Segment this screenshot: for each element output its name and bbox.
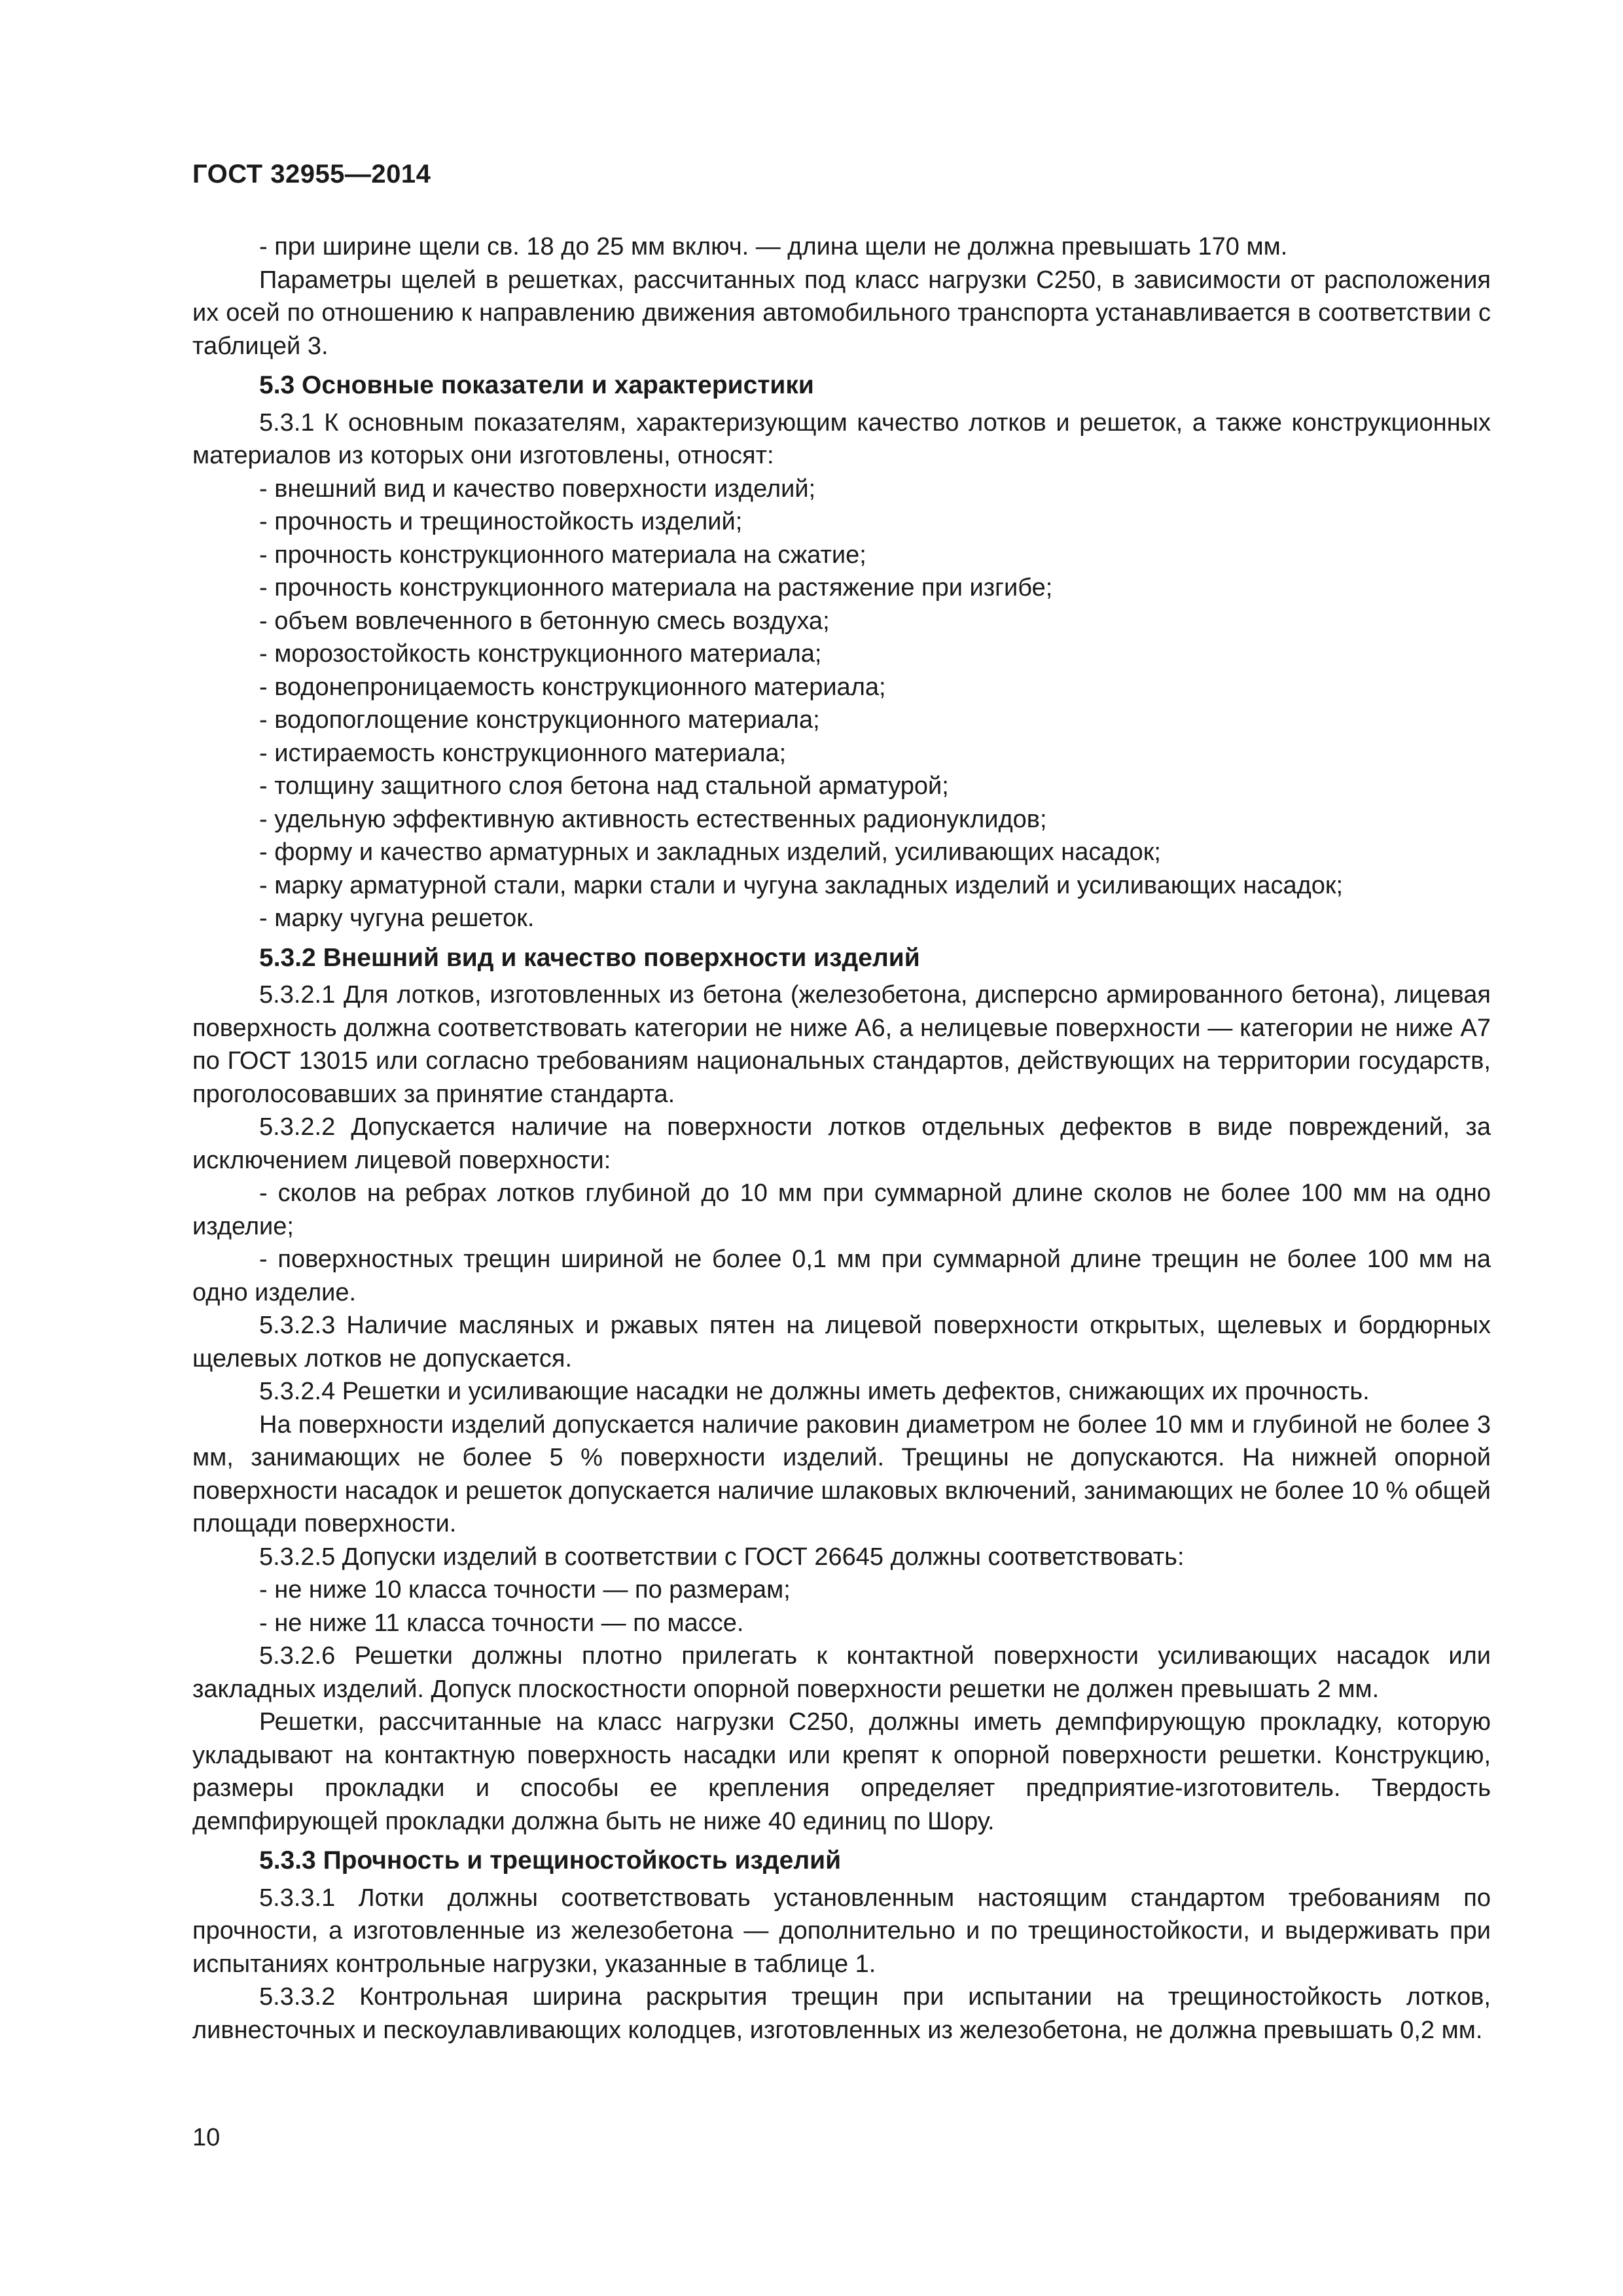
list-item: - марку чугуна решеток. — [259, 905, 535, 932]
section-heading: 5.3.3 Прочность и трещиностойкость изделий — [259, 1846, 842, 1874]
list-item: - объем вовлеченного в бетонную смесь воздуха; — [259, 607, 830, 635]
paragraph: На поверхности изделий допускается наличие раковин диаметром не более 10 мм и глубиной не более 3 мм, занимающих не более 5 % поверхности изделий. Трещины не допускаются. На нижней опорной поверхности насадок и решеток допускается наличие шлаковых включений, занимающих не более 10 % общей площади поверхности. — [192, 1410, 1491, 1537]
paragraph: - сколов на ребрах лотков глубиной до 10 мм при суммарной длине сколов не более 100 мм на одно изделие; — [192, 1179, 1491, 1240]
paragraph: 5.3.2.1 Для лотков, изготовленных из бетона (железобетона, дисперсно армированного бетона), лицевая поверхность должна соответствовать категории не ниже А6, а нелицевые поверхности — категории не ниже А7 по ГОСТ 13015 или согласно требованиям национальных стандартов, действующих на территории государств, проголосовавших за принятие стандарта. — [192, 981, 1491, 1108]
paragraph: 5.3.2.6 Решетки должны плотно прилегать к контактной поверхности усиливающих насадок или закладных изделий. Допуск плоскостности опорной поверхности решетки не должен превышать 2 мм. — [192, 1642, 1491, 1703]
list-item: - водопоглощение конструкционного материала; — [259, 706, 820, 734]
section-heading: 5.3 Основные показатели и характеристики — [259, 371, 814, 399]
list-item: - прочность и трещиностойкость изделий; — [259, 508, 743, 535]
list-item: - не ниже 11 класса точности — по массе. — [259, 1609, 744, 1637]
paragraph: 5.3.2.4 Решетки и усиливающие насадки не должны иметь дефектов, снижающих их прочность. — [259, 1378, 1370, 1405]
paragraph: 5.3.2.3 Наличие масляных и ржавых пятен на лицевой поверхности открытых, щелевых и бордюрных щелевых лотков не допускается. — [192, 1312, 1491, 1372]
list-item: - форму и качество арматурных и закладных изделий, усиливающих насадок; — [259, 838, 1161, 866]
list-item: - прочность конструкционного материала на сжатие; — [259, 541, 866, 569]
list-item: - морозостойкость конструкционного материала; — [259, 640, 822, 668]
paragraph: 5.3.2.2 Допускается наличие на поверхности лотков отдельных дефектов в виде повреждений, за исключением лицевой поверхности: — [192, 1113, 1491, 1174]
list-item: - толщину защитного слоя бетона над стальной арматурой; — [259, 772, 949, 800]
list-item: - прочность конструкционного материала на растяжение при изгибе; — [259, 574, 1053, 601]
paragraph: Решетки, рассчитанные на класс нагрузки С250, должны иметь демпфирующую прокладку, которую укладывают на контактную поверхность насадки или крепят к опорной поверхности решетки. Конструкцию, размеры прокладки и способы ее крепления определяет предприятие-изготовитель. Твердость демпфирующей прокладки должна быть не ниже 40 единиц по Шору. — [192, 1708, 1491, 1835]
paragraph: 5.3.1 К основным показателям, характеризующим качество лотков и решеток, а также конструкционных материалов из которых они изготовлены, относят: — [192, 408, 1491, 469]
paragraph: 5.3.2.5 Допуски изделий в соответствии с ГОСТ 26645 должны соответствовать: — [259, 1543, 1185, 1571]
list-item: - при ширине щели св. 18 до 25 мм включ. — длина щели не должна превышать 170 мм. — [259, 233, 1288, 260]
list-item: - истираемость конструкционного материала; — [259, 739, 787, 767]
list-item: - водонепроницаемость конструкционного материала; — [259, 673, 886, 701]
list-item: - внешний вид и качество поверхности изделий; — [259, 475, 816, 503]
list-item: - не ниже 10 класса точности — по размерам; — [259, 1576, 791, 1604]
page-number: 10 — [192, 2124, 221, 2151]
document-header: ГОСТ 32955—2014 — [192, 160, 431, 188]
document-body — [192, 230, 1491, 2047]
paragraph: Параметры щелей в решетках, рассчитанных под класс нагрузки С250, в зависимости от расположения их осей по отношению к направлению движения автомобильного транспорта устанавливается в соответствии с таблицей 3. — [192, 266, 1491, 360]
paragraph: 5.3.3.2 Контрольная ширина раскрытия трещин при испытании на трещиностойкость лотков, ливнесточных и пескоулавливающих колодцев, изготовленных из железобетона, не должна превышать 0,2 мм. — [192, 1983, 1491, 2044]
paragraph: - поверхностных трещин шириной не более 0,1 мм при суммарной длине трещин не более 100 мм на одно изделие. — [192, 1246, 1491, 1306]
list-item: - удельную эффективную активность естественных радионуклидов; — [259, 805, 1047, 833]
list-item: - марку арматурной стали, марки стали и чугуна закладных изделий и усиливающих насадок; — [259, 871, 1344, 899]
paragraph: 5.3.3.1 Лотки должны соответствовать установленным настоящим стандартом требованиям по прочности, а изготовленные из железобетона — дополнительно и по трещиностойкости, и выдерживать при испытаниях контрольные нагрузки, указанные в таблице 1. — [192, 1884, 1491, 1978]
section-heading: 5.3.2 Внешний вид и качество поверхности изделий — [259, 943, 920, 972]
